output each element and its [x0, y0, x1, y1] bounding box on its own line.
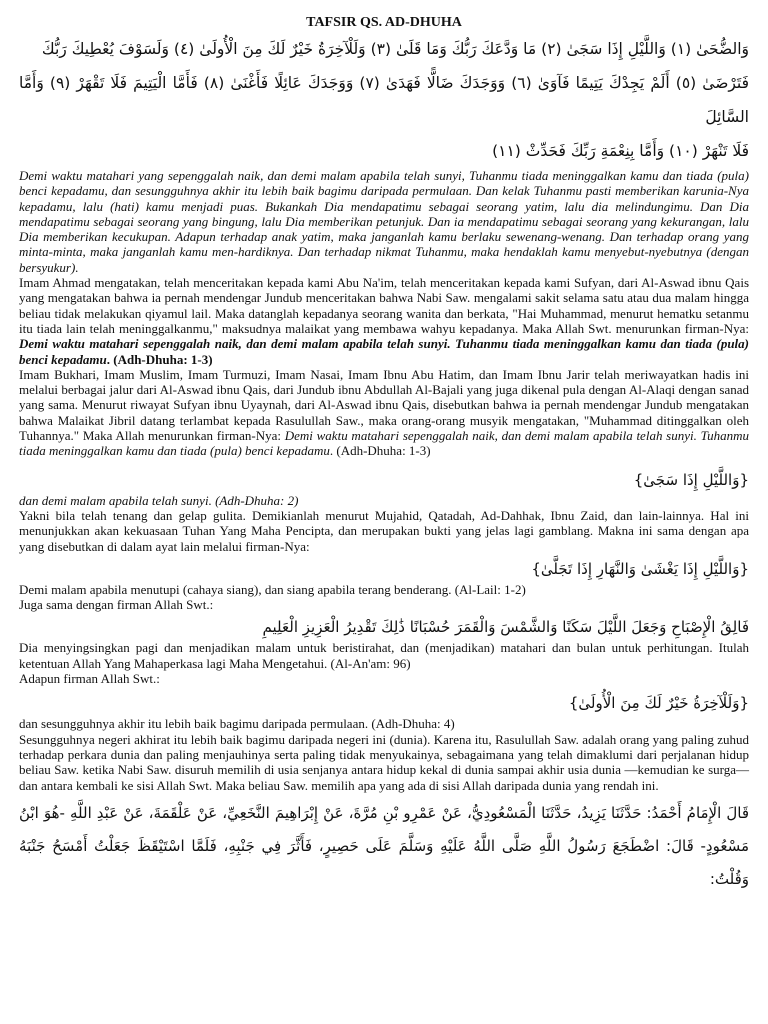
- quoted-verse: Demi waktu matahari sepenggalah naik, dan demi malam apabila telah sunyi. Tuhanmu tiada meninggalkan kamu dan tiada (pula) benci kepadamu: [19, 428, 749, 459]
- al-anam-arabic: فَالِقُ الْإِصْبَاحِ وَجَعَلَ اللَّيْلَ سَكَنًا وَالشَّمْسَ وَالْقَمَرَ حُسْبَانًا ذَٰلِكَ تَقْدِيرُ الْعَزِيزِ الْعَلِيمِ: [262, 618, 749, 637]
- al-lail-arabic: {وَاللَّيْلِ إِذَا يَغْشَىٰ وَالنَّهَارِ إِذَا تَجَلَّىٰ}: [531, 559, 749, 578]
- paragraph-imam-ahmad: [19, 275, 749, 367]
- juga-sama-line: Juga sama dengan firman Allah Swt.:: [19, 597, 214, 613]
- verse-2-arabic: {وَاللَّيْلِ إِذَا سَجَىٰ}: [633, 470, 749, 489]
- verse-4-translation: dan sesungguhnya akhir itu lebih baik bagimu daripada permulaan. (Adh-Dhuha: 4): [19, 716, 455, 732]
- page-title: TAFSIR QS. AD-DHUHA: [306, 15, 462, 30]
- al-lail-translation: Demi malam apabila menutupi (cahaya siang), dan siang apabila terang benderang. (Al-Lail: 1-2): [19, 581, 526, 597]
- paragraph-akhirat: Sesungguhnya negeri akhirat itu lebih baik bagimu daripada negeri ini (dunia). Karena itu, Rasulullah Saw. adalah orang yang paling zuhud terhadap perkara dunia dan paling menjauhinya serta paling tidak menyukainya, sebagaimana yang telah dimaklumi dari perjalanan hidup beliau Saw. ketika Nabi Saw. disuruh memilih di usia senjanya antara hidup kekal di dunia sampai akhir usia dunia —kemudian ke surga— dan antara kembali ke sisi Allah Swt. Maka beliau Saw. memilih apa yang ada di sisi Allah daripada dunia yang rendah ini.: [19, 731, 749, 793]
- paragraph-text: Imam Bukhari, Imam Muslim, Imam Turmuzi, Imam Nasai, Imam Ibnu Abu Hatim, dan Imam Ibnu Jarir telah meriwayatkan hadis ini melalui berbagai jalur dari Al-Aswad ibnu Qais, dari Jundub ibnu Abdullah Al-Bajali yang juga dikenal pula dengan Al-Alaqi dengan sanad yang sama. Menurut riwayat Sufyan ibnu Uyaynah, dari Al-Aswad ibnu Qais, disebutkan bahwa ia pernah mendengar Jundub mengatakan bahwa Malaikat Jibril datang terlambat kepada Rasulullah Saw., maka orang-orang musyik mengatakan, "Muhammad ditinggalkan oleh Tuhannya." Maka Allah menurunkan firman-Nya:: [19, 366, 749, 444]
- surah-text: [19, 32, 749, 168]
- surah-line-1: وَالضُّحَىٰ (١) وَاللَّيْلِ إِذَا سَجَىٰ (٢) مَا وَدَّعَكَ رَبُّكَ وَمَا قَلَىٰ (٣) وَلَلْآخِرَةُ خَيْرٌ لَكَ مِنَ الْأُولَىٰ (٤) وَلَسَوْفَ يُعْطِيكَ رَبُّكَ: [41, 40, 749, 58]
- paragraph-explanation: Yakni bila telah tenang dan gelap gulita. Demikianlah menurut Mujahid, Qatadah, Ad-Dahhak, Ibnu Zaid, dan lain-lainnya. Hal ini menunjukkan akan kekuasaan Tuhan Yang Maha Pencipta, dan merupakan bukti yang jelas lagi gamblang. Makna ini sama dengan apa yang disebutkan di dalam ayat lain melalui firman-Nya:: [19, 507, 749, 554]
- verse-4-arabic: {وَلَلْآخِرَةُ خَيْرٌ لَكَ مِنَ الْأُولَىٰ}: [568, 694, 749, 713]
- surah-translation: Demi waktu matahari yang sepenggalah naik, dan demi malam apabila telah sunyi, Tuhanmu tiada meninggalkan kamu dan tiada (pula) benci kepadamu, dan sesungguhnya akhir itu lebih baik bagimu daripada permulaan. Dan kelak Tuhanmu pasti memberikan karunia-Nya kepadamu, lalu (hati) kamu menjadi puas. Bukankah Dia mendapatimu sebagai seorang yatim, lalu dia melindungimu. Dan Dia mendapatimu sebagai seorang yang bingung, lalu Dia memberikan petunjuk. Dan ia mendapatimu sebagai seorang yang kekurangan, lalu Dia memberikan kecukupan. Adapun terhadap anak yatim, maka janganlah kamu berlaku sewenang-wenang. Dan terhadap orang yang minta-minta, maka janganlah kamu men-hardiknya. Dan terhadap nikmat Tuhanmu, maka hendaklah kamu menyebut-nyebutnya (dengan bersyukur).: [19, 168, 749, 275]
- surah-line-3: فَلَا تَنْهَرْ (١٠) وَأَمَّا بِنِعْمَةِ رَبِّكَ فَحَدِّثْ (١١): [492, 142, 749, 160]
- paragraph-imam-bukhari: [19, 367, 749, 459]
- hadith-arabic: قَالَ الْإِمَامُ أَحْمَدُ: حَدَّثَنَا يَزِيدُ، حَدَّثَنَا الْمَسْعُودِيُّ، عَنْ عَمْرِو بْنِ مُرَّةَ، عَنْ إِبْرَاهِيمَ النَّخَعِيِّ، عَنْ عَلْقَمَةَ، عَنْ عَبْدِ اللَّهِ -هُوَ ابْنُ مَسْعُودٍ- قَالَ: اضْطَجَعَ رَسُولُ اللَّهِ صَلَّى اللَّهُ عَلَيْهِ وَسَلَّمَ عَلَى حَصِيرٍ، فَأَثَّرَ فِي جَنْبِهِ، فَلَمَّا اسْتَيْقَظَ جَعَلْتُ أَمْسَحُ جَنْبَهُ وَقُلْتُ:: [19, 803, 749, 888]
- paragraph-text: Imam Ahmad mengatakan, telah menceritakan kepada kami Abu Na'im, telah menceritakan kepada kami Sufyan, dari Al-Aswad ibnu Qais yang mengatakan bahwa ia pernah mendengar Jundub menceritakan bahwa Nabi Saw. mengalami sakit selama satu atau dua malam hingga beliau tidak melakukan qiyamul lail. Maka datanglah kepadanya seorang wanita dan berkata, "Hai Muhammad, menurut hematku setanmu itu tiada lain telah meninggalkanmu," maksudnya malaikat yang membawa wahyu kepadanya. Maka Allah Swt. menurunkan firman-Nya:: [19, 275, 749, 336]
- verse-2-translation: dan demi malam apabila telah sunyi. (Adh-Dhuha: 2): [19, 492, 299, 508]
- surah-line-2: فَتَرْضَىٰ (٥) أَلَمْ يَجِدْكَ يَتِيمًا فَآوَىٰ (٦) وَوَجَدَكَ ضَالًّا فَهَدَىٰ (٧) وَوَجَدَكَ عَائِلًا فَأَغْنَىٰ (٨) فَأَمَّا الْيَتِيمَ فَلَا تَقْهَرْ (٩) وَأَمَّا السَّائِلَ: [19, 74, 749, 126]
- verse-reference: . (Adh-Dhuha: 1-3): [106, 351, 213, 367]
- quoted-verse: Demi waktu matahari sepenggalah naik, dan demi malam apabila telah sunyi. Tuhanmu tiada meninggalkan kamu dan tiada (pula) benci kepadamu: [19, 336, 749, 367]
- al-anam-translation: Dia menyingsingkan pagi dan menjadikan malam untuk beristirahat, dan (menjadikan) matahari dan bulan untuk perhitungan. Itulah ketentuan Allah Yang Mahaperkasa lagi Maha Mengetahui. (Al-An'am: 96): [19, 640, 749, 671]
- adapun-line: Adapun firman Allah Swt.:: [19, 671, 160, 687]
- verse-reference: . (Adh-Dhuha: 1-3): [329, 443, 431, 459]
